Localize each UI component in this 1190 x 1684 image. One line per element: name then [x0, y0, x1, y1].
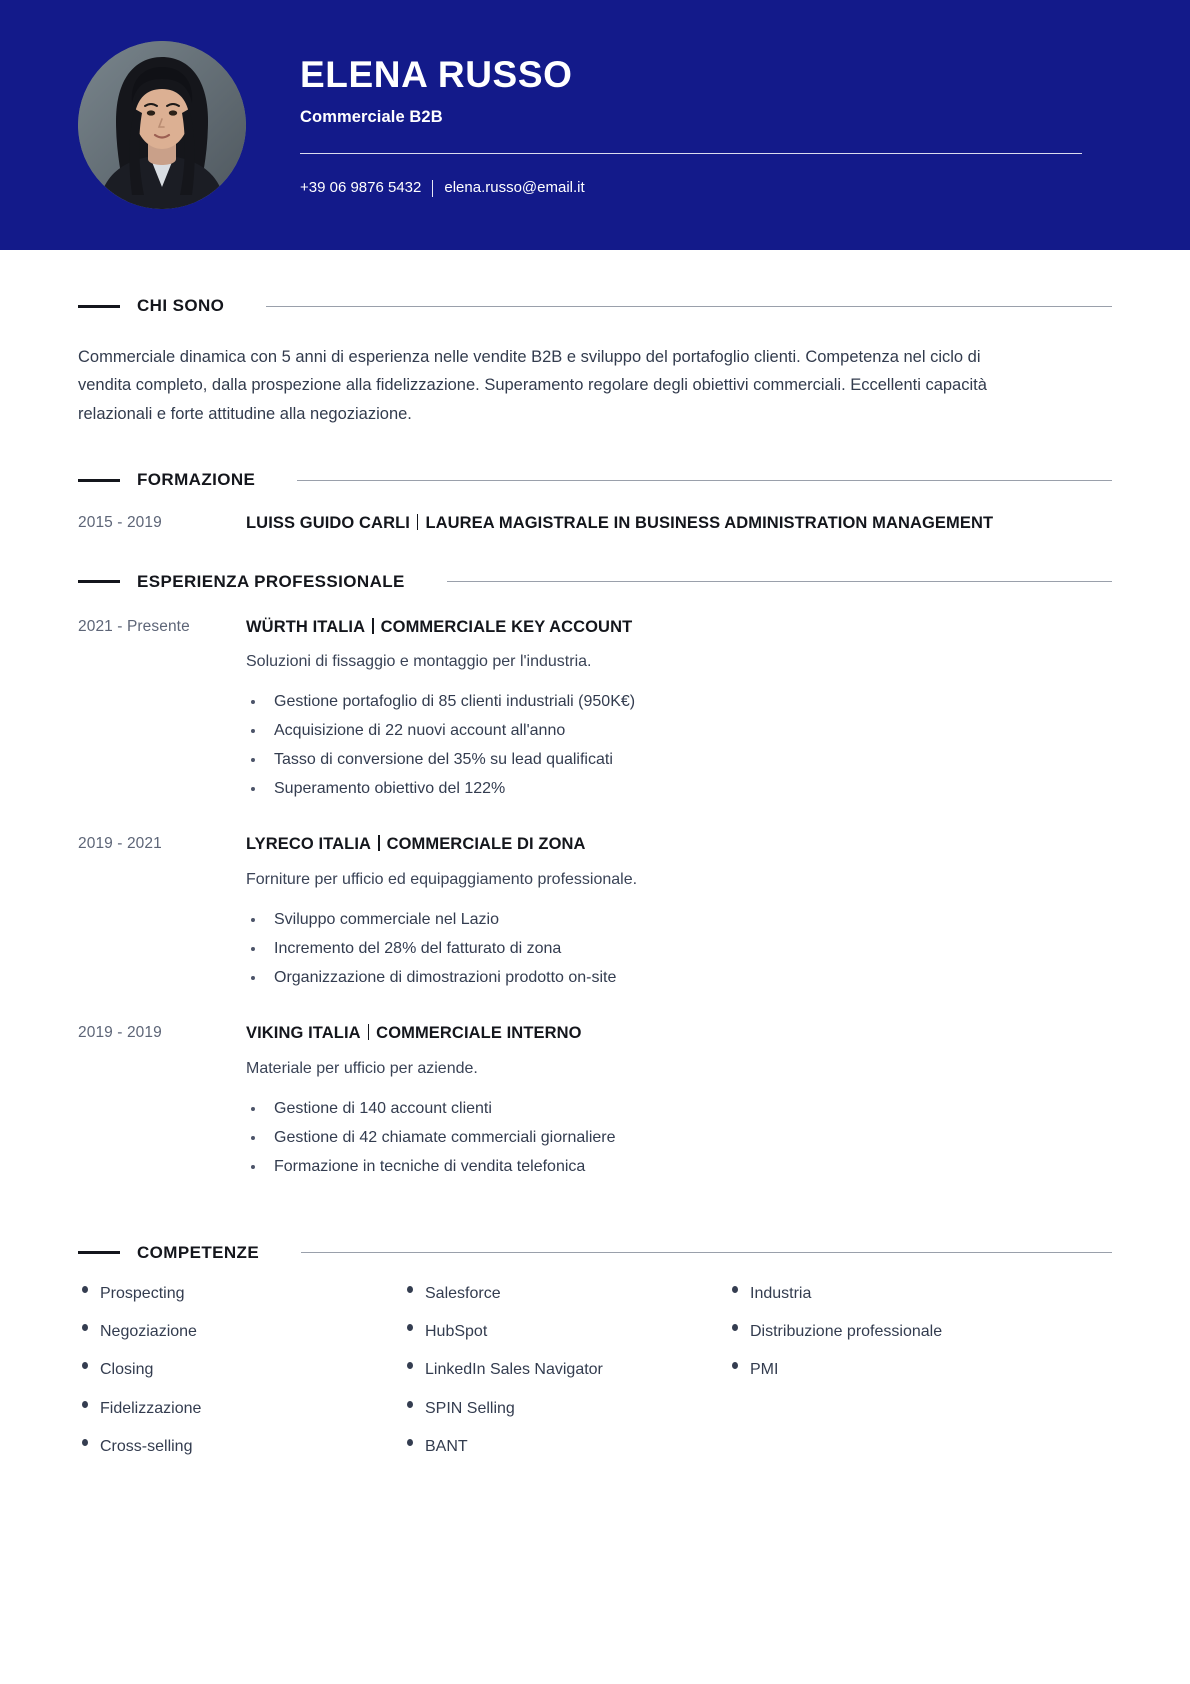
section-dash-icon: [78, 1251, 120, 1254]
bullet-item: Sviluppo commerciale nel Lazio: [246, 905, 1112, 934]
education-body: [246, 512, 1112, 535]
bullet-item: Superamento obiettivo del 122%: [246, 774, 1112, 803]
experience-body: [246, 616, 1112, 804]
skills-column: [403, 1285, 728, 1476]
skill-item: SPIN Selling: [403, 1400, 728, 1417]
skill-item: Closing: [78, 1361, 403, 1378]
experience-body: [246, 833, 1112, 992]
section-header-experience: [78, 572, 1112, 592]
education-date: 2015 - 2019: [78, 514, 162, 532]
skill-item: Negoziazione: [78, 1323, 403, 1340]
bullet-item: Gestione portafoglio di 85 clienti industriali (950K€): [246, 687, 1112, 716]
experience-position: COMMERCIALE KEY ACCOUNT: [380, 617, 633, 636]
skill-item: Industria: [728, 1285, 1112, 1302]
experience-date: 2019 - 2021: [78, 835, 162, 853]
skill-item: Prospecting: [78, 1285, 403, 1302]
skills-column: [78, 1285, 403, 1476]
candidate-role: Commerciale B2B: [300, 107, 443, 126]
experience-entry: [78, 833, 1112, 992]
skills-column: [728, 1285, 1112, 1476]
contact-phone[interactable]: +39 06 9876 5432: [300, 178, 422, 196]
education-entry: [78, 512, 1112, 535]
section-header-skills: [78, 1243, 1112, 1263]
bullet-item: Incremento del 28% del fatturato di zona: [246, 934, 1112, 963]
section-rule: [301, 1252, 1112, 1253]
section-rule: [447, 581, 1112, 582]
bullet-item: Organizzazione di dimostrazioni prodotto on-site: [246, 963, 1112, 992]
header-text-block: [300, 54, 1190, 195]
about-text: Commerciale dinamica con 5 anni di esperienza nelle vendite B2B e sviluppo del portafoglio clienti. Competenza nel ciclo di vendita completo, dalla prospezione alla fidelizzazione. Superamento regolare degli obiettivi commerciali. Eccellenti capacità relazionali e forte attitudine alla negoziazione.: [78, 348, 987, 423]
section-education: [78, 470, 1112, 535]
section-about: [78, 296, 1112, 428]
title-separator: [417, 514, 419, 530]
title-separator: [378, 835, 380, 851]
bullet-item: Formazione in tecniche di vendita telefonica: [246, 1152, 1112, 1181]
section-skills: [78, 1243, 1112, 1476]
skill-item: BANT: [403, 1438, 728, 1455]
experience-description: Soluzioni di fissaggio e montaggio per l'industria.: [246, 652, 592, 670]
experience-title: [246, 1022, 1112, 1045]
experience-bullets: [246, 905, 1112, 992]
experience-title: [246, 616, 1112, 639]
resume-header: [0, 0, 1190, 250]
skill-item: Salesforce: [403, 1285, 728, 1302]
section-title-skills: COMPETENZE: [137, 1242, 260, 1262]
experience-title: [246, 833, 1112, 856]
contact-separator: [432, 180, 433, 197]
contact-line: [300, 179, 1082, 196]
education-title: [246, 512, 1112, 535]
experience-date: 2021 - Presente: [78, 617, 190, 635]
experience-body: [246, 1022, 1112, 1181]
skill-item: LinkedIn Sales Navigator: [403, 1361, 728, 1378]
experience-company: VIKING ITALIA: [246, 1024, 361, 1043]
section-title-experience: ESPERIENZA PROFESSIONALE: [137, 571, 405, 591]
candidate-name: ELENA RUSSO: [300, 54, 573, 96]
skill-item: Fidelizzazione: [78, 1400, 403, 1417]
experience-bullets: [246, 687, 1112, 803]
title-separator: [368, 1024, 370, 1040]
bullet-item: Gestione di 42 chiamate commerciali giornaliere: [246, 1123, 1112, 1152]
resume-body: [0, 250, 1190, 1476]
section-dash-icon: [78, 580, 120, 583]
section-rule: [266, 306, 1112, 307]
education-school: LUISS GUIDO CARLI: [246, 514, 410, 533]
section-dash-icon: [78, 479, 120, 482]
experience-position: COMMERCIALE INTERNO: [376, 1024, 582, 1043]
bullet-item: Gestione di 140 account clienti: [246, 1094, 1112, 1123]
section-header-about: [78, 296, 1112, 316]
experience-description: Materiale per ufficio per aziende.: [246, 1059, 478, 1077]
education-degree: LAUREA MAGISTRALE IN BUSINESS ADMINISTRATION MANAGEMENT: [425, 514, 994, 533]
experience-entry: [78, 1022, 1112, 1181]
experience-description: Forniture per ufficio ed equipaggiamento professionale.: [246, 870, 638, 888]
experience-position: COMMERCIALE DI ZONA: [386, 835, 586, 854]
skill-item: Cross-selling: [78, 1438, 403, 1455]
experience-company: LYRECO ITALIA: [246, 835, 372, 854]
section-title-education: FORMAZIONE: [137, 470, 256, 490]
avatar: [78, 41, 246, 209]
skill-item: PMI: [728, 1361, 1112, 1378]
experience-bullets: [246, 1094, 1112, 1181]
header-divider: [300, 153, 1082, 154]
title-separator: [372, 618, 374, 634]
section-experience: [78, 572, 1112, 1181]
section-header-education: [78, 470, 1112, 490]
contact-email[interactable]: elena.russo@email.it: [444, 178, 585, 196]
section-dash-icon: [78, 305, 120, 308]
experience-entry: [78, 616, 1112, 804]
skills-grid: [78, 1285, 1112, 1476]
skill-item: HubSpot: [403, 1323, 728, 1340]
bullet-item: Acquisizione di 22 nuovi account all'anno: [246, 716, 1112, 745]
skill-item: Distribuzione professionale: [728, 1323, 1112, 1340]
experience-company: WÜRTH ITALIA: [246, 617, 366, 636]
bullet-item: Tasso di conversione del 35% su lead qualificati: [246, 745, 1112, 774]
section-rule: [297, 480, 1112, 481]
section-title-about: CHI SONO: [137, 296, 225, 315]
experience-date: 2019 - 2019: [78, 1024, 162, 1042]
avatar-photo: [78, 41, 246, 209]
